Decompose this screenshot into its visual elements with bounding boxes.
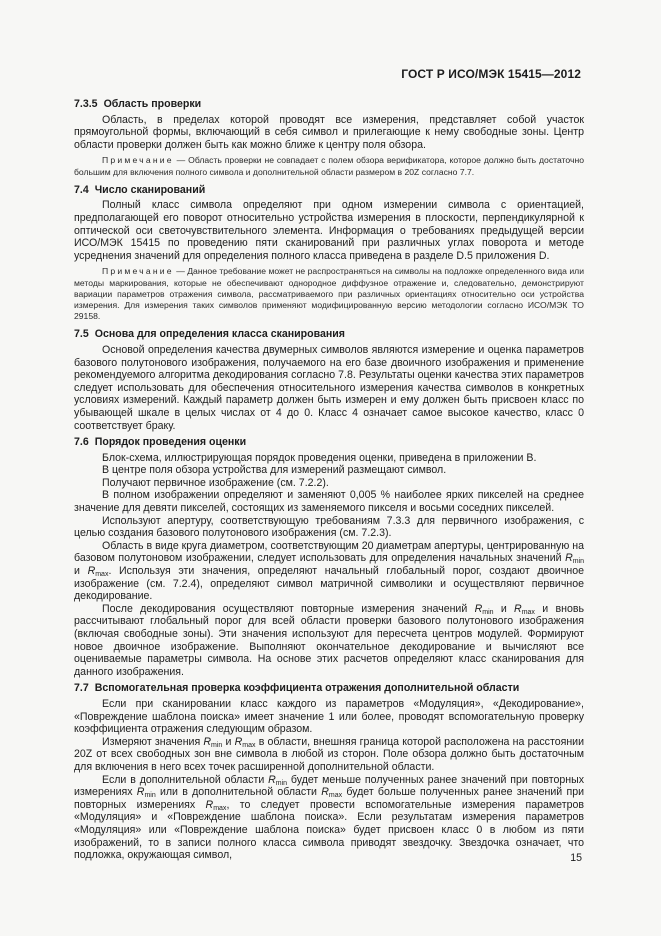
text-run: После декодирования осуществляют повторные измерения значений xyxy=(102,602,475,615)
symbol-r: R xyxy=(321,786,329,799)
section-7-4 xyxy=(74,184,584,323)
paragraph: Используют апертуру, соответствующую требованиям 7.3.3 для первичного изображения, с целью создания базового полутонового изображения (см. 7.2.3). xyxy=(74,514,584,540)
note-label: Примечание xyxy=(102,155,174,166)
text-run: Измеряют значения xyxy=(102,735,204,748)
subscript-min: min xyxy=(275,779,288,787)
subscript-min: min xyxy=(482,608,494,616)
section-number: 7.7 xyxy=(74,682,89,695)
paragraph xyxy=(74,736,584,774)
symbol-r: R xyxy=(234,735,243,748)
subscript-max: max xyxy=(328,792,343,800)
section-title: Число сканирований xyxy=(94,183,206,196)
section-heading xyxy=(74,98,584,111)
symbol-r: R xyxy=(474,602,483,615)
symbol-r: R xyxy=(514,602,522,615)
paragraph: Если при сканировании класс каждого из параметров «Модуляция», «Декодирование», «Повреждение шаблона поиска» имеет значение 1 или более, проводят вспомогательную проверку коэффициента отражения следующим образом. xyxy=(74,697,584,736)
paragraph: Получают первичное изображение (см. 7.2.2). xyxy=(102,476,329,489)
symbol-r: R xyxy=(203,735,212,748)
section-number: 7.3.5 xyxy=(74,98,98,110)
subscript-min: min xyxy=(572,558,584,566)
symbol-r: R xyxy=(205,798,214,811)
section-heading xyxy=(74,682,584,695)
section-title: Вспомогательная проверка коэффициента отражения дополнительной области xyxy=(94,682,520,695)
paragraph: В центре поля обзора устройства для измерений размещают символ. xyxy=(102,464,447,477)
paragraph xyxy=(74,540,584,603)
note xyxy=(74,266,584,322)
text-run: , то следует провести вспомогательные измерения параметров «Модуляция» и «Повреждение шаблона поиска». Если результатам измерения параметров «Модуляция» или «Повреждение шаблона поиска» будет присвоен класс 0 в любом из пяти изображений, то в записи полного класса символа приводят звездочку. Звездочка означает, что подложка, окружающая символ, xyxy=(74,798,584,862)
paragraph xyxy=(74,603,584,679)
subscript-max: max xyxy=(242,741,256,749)
paragraph: Полный класс символа определяют при одном измерении символа с ориентацией, предполагающей его поворот относительно устройства измерения в плоскости, перпендикулярной к оптической оси светочувствительного элемента. Информация о требованиях предыдущей версии ИСО/МЭК 15415 по проведению пяти сканирований при различных углах поворота и методе усреднения значений для определения полного класса приведена в разделе D.5 приложения D. xyxy=(74,199,584,262)
subscript-max: max xyxy=(521,608,535,616)
subscript-min: min xyxy=(211,741,223,749)
text-run: или в дополнительной области xyxy=(155,786,322,799)
subscript-max: max xyxy=(95,571,109,579)
paragraph: Основой определения качества двумерных символов являются измерение и оценка параметров базового полутонового изображения, получаемого на его базе двоичного изображения и применение рекомендуемого алгоритма декодирования согласно 7.8. Результаты оценки качества этих параметров следует использовать для обеспечения относительного измерения качества символов в конкретных условиях измерений. Каждый параметр должен быть измерен и ему должен быть присвоен класс по убывающей шкале в целых числах от 4 до 0. Класс 4 означает самое высокое качество, класс 0 соответствует браку. xyxy=(74,343,584,432)
text-run: и xyxy=(222,735,235,748)
paragraph: Область, в пределах которой проводят все измерения, представляет собой участок прямоугольной формы, включающий в себя символ и прилегающие к нему свободные зоны. Центр области проверки должен быть как можно ближе к центру поля обзора. xyxy=(74,113,584,151)
section-heading xyxy=(74,328,584,341)
text-run: и вновь рассчитывают глобальный порог для всей области проверки базового полутонового изображения (включая свободные зоны). Эти значения используют для пересчета центров модулей. Формируют новое двоичное изображение. Выполняют окончательное декодирование и вычисляют все оцениваемые параметры символа. На основе этих расчетов определяют класс сканирования для данного изображения. xyxy=(74,602,584,678)
symbol-r: R xyxy=(565,552,573,565)
note xyxy=(74,155,584,177)
text-run: в области, внешняя граница которой расположена на расстоянии 20Z от всех свободных зон вне символа в любой из сторон. Поле обзора должно быть достаточным для включения в него всех точек расширенной дополнительной области. xyxy=(74,735,585,773)
text-run: Если в дополнительной области xyxy=(102,773,269,786)
section-title: Порядок проведения оценки xyxy=(94,436,247,449)
section-heading xyxy=(74,436,584,449)
section-number: 7.4 xyxy=(74,183,89,196)
symbol-r: R xyxy=(87,565,96,578)
note-text: — Область проверки не совпадает с полем обзора верификатора, которое должно быть достаточно большим для включения полного символа и дополнительной области размером в 20Z согласно 7.7. xyxy=(74,155,584,177)
text-run: . Используя эти значения, определяют начальный глобальный порог, создают двоичное изображение (см. 7.2.4), определяют символ матричной символики и осуществляют первичное декодирование. xyxy=(74,565,584,603)
note-text: — Данное требование может не распространяться на символы на подложке определенного вида или методы маркирования, которые не обеспечивают однородное диффузное отражение и, следовательно, демонстрируют вариации параметров отражения символа, рассматриваемого при различных ориентациях относительно оси устройства измерения. Для измерения таких символов применяют модифицированную версию методологии согласно ИСО/МЭК TO 29158. xyxy=(74,266,584,322)
paragraph: В полном изображении определяют и заменяют 0,005 % наиболее ярких пикселей на среднее значение для девяти пикселей, состоящих из заменяемого пикселя и восьми соседних пикселей. xyxy=(74,489,584,515)
section-title: Основа для определения класса сканирования xyxy=(94,328,345,341)
paragraph xyxy=(74,774,584,862)
section-7-3-5 xyxy=(74,98,584,178)
subscript-max: max xyxy=(213,804,227,812)
symbol-r: R xyxy=(268,773,276,786)
section-title: Область проверки xyxy=(103,98,202,110)
text-run: и xyxy=(493,602,515,615)
text-run: будет меньше полученных ранее значений при повторных измерениях xyxy=(74,773,585,799)
page-content xyxy=(74,96,584,866)
page-number: 15 xyxy=(570,852,582,864)
section-7-6 xyxy=(74,436,584,678)
paragraph: Блок-схема, иллюстрирующая порядок проведения оценки, приведена в приложении B. xyxy=(102,451,537,464)
text-run: Область в виде круга диаметром, соответствующим 20 диаметрам апертуры, центрированную на базовом полутоновом изображении, следует использовать для определения начальных значений xyxy=(74,539,584,565)
text-run: будет больше полученных ранее значений при повторных измерениях xyxy=(74,786,585,811)
symbol-r: R xyxy=(136,786,145,799)
section-heading xyxy=(74,184,584,197)
section-7-7 xyxy=(74,682,584,861)
page-header: ГОСТ Р ИСО/МЭК 15415—2012 xyxy=(401,67,581,81)
text-run: и xyxy=(74,565,88,578)
note-label: Примечание xyxy=(102,266,174,277)
section-7-5 xyxy=(74,328,584,432)
section-number: 7.6 xyxy=(74,436,89,449)
section-number: 7.5 xyxy=(74,328,89,341)
subscript-min: min xyxy=(144,792,156,800)
